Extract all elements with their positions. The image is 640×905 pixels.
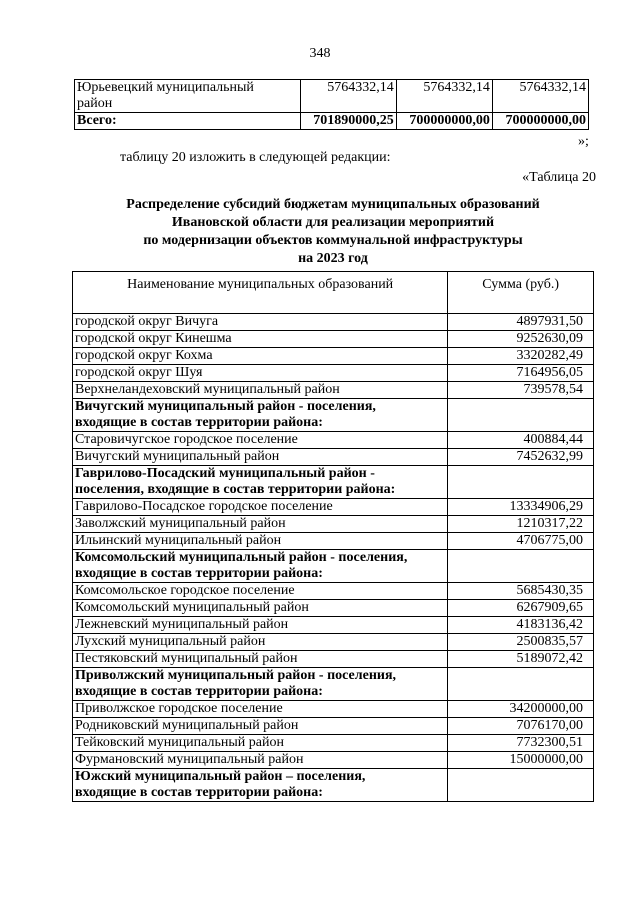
total-value: 700000000,00 bbox=[492, 113, 588, 130]
group-header-cell bbox=[73, 668, 448, 701]
municipality-name-cell bbox=[75, 80, 301, 113]
table-row bbox=[73, 701, 594, 718]
group-header-cell bbox=[73, 550, 448, 583]
group-header-line: входящие в состав территории района: bbox=[75, 684, 323, 699]
group-header-line: Приволжский муниципальный район - поселения, bbox=[75, 668, 397, 683]
total-label: Всего: bbox=[75, 113, 301, 130]
table-header-row bbox=[73, 272, 594, 314]
subsidy-amount: 9252630,09 bbox=[448, 331, 594, 348]
subsidy-amount: 4183136,42 bbox=[448, 617, 594, 634]
group-header-line: Южский муниципальный район – поселения, bbox=[75, 769, 366, 784]
municipality-name: Старовичугское городское поселение bbox=[73, 432, 448, 449]
municipality-name: Комсомольское городское поселение bbox=[73, 583, 448, 600]
table-row bbox=[73, 314, 594, 331]
subsidy-amount: 4897931,50 bbox=[448, 314, 594, 331]
subsidy-amount: 6267909,65 bbox=[448, 600, 594, 617]
table-row bbox=[73, 651, 594, 668]
column-header-name: Наименование муниципальных образований bbox=[73, 272, 448, 314]
municipality-name: Родниковский муниципальный район bbox=[73, 718, 448, 735]
total-row bbox=[75, 113, 589, 130]
previous-table-end bbox=[74, 79, 589, 130]
group-header-row bbox=[73, 668, 594, 701]
heading-line: по модернизации объектов коммунальной инфраструктуры bbox=[143, 233, 523, 248]
municipality-name: Гаврилово-Посадское городское поселение bbox=[73, 499, 448, 516]
table-row bbox=[73, 752, 594, 769]
value-cell: 5764332,14 bbox=[300, 80, 396, 113]
group-header-row bbox=[73, 466, 594, 499]
subsidy-amount: 34200000,00 bbox=[448, 701, 594, 718]
group-header-line: входящие в состав территории района: bbox=[75, 415, 323, 430]
subsidy-amount: 2500835,57 bbox=[448, 634, 594, 651]
table-row bbox=[73, 499, 594, 516]
municipality-name: Заволжский муниципальный район bbox=[73, 516, 448, 533]
instruction-text: таблицу 20 изложить в следующей редакции: bbox=[120, 150, 391, 165]
empty-value-cell bbox=[448, 769, 594, 802]
total-value: 700000000,00 bbox=[396, 113, 492, 130]
table-row bbox=[73, 516, 594, 533]
subsidy-amount: 4706775,00 bbox=[448, 533, 594, 550]
municipality-name: городской округ Кохма bbox=[73, 348, 448, 365]
group-header-cell bbox=[73, 466, 448, 499]
municipality-name: Приволжское городское поселение bbox=[73, 701, 448, 718]
group-header-cell bbox=[73, 769, 448, 802]
group-header-line: входящие в состав территории района: bbox=[75, 785, 323, 800]
subsidy-table bbox=[72, 271, 594, 802]
empty-value-cell bbox=[448, 399, 594, 432]
table-row bbox=[73, 331, 594, 348]
subsidy-amount: 15000000,00 bbox=[448, 752, 594, 769]
municipality-name: Тейковский муниципальный район bbox=[73, 735, 448, 752]
table-row bbox=[73, 600, 594, 617]
page-number: 348 bbox=[309, 46, 331, 61]
subsidy-amount: 7076170,00 bbox=[448, 718, 594, 735]
municipality-name: Пестяковский муниципальный район bbox=[73, 651, 448, 668]
table-row bbox=[73, 583, 594, 600]
municipality-name-line: район bbox=[77, 96, 113, 111]
municipality-name: Верхнеландеховский муниципальный район bbox=[73, 382, 448, 399]
table-row bbox=[73, 382, 594, 399]
column-header-sum: Сумма (руб.) bbox=[448, 272, 594, 314]
value-cell: 5764332,14 bbox=[492, 80, 588, 113]
group-header-row bbox=[73, 399, 594, 432]
municipality-name: городской округ Вичуга bbox=[73, 314, 448, 331]
heading-line: на 2023 год bbox=[298, 251, 368, 266]
municipality-name: Лухский муниципальный район bbox=[73, 634, 448, 651]
table-row bbox=[73, 365, 594, 382]
empty-value-cell bbox=[448, 668, 594, 701]
table-reference: «Таблица 20 bbox=[522, 170, 596, 185]
total-value: 701890000,25 bbox=[300, 113, 396, 130]
table-row bbox=[73, 617, 594, 634]
subsidy-amount: 5685430,35 bbox=[448, 583, 594, 600]
table-row bbox=[73, 634, 594, 651]
group-header-line: Комсомольский муниципальный район - поселения, bbox=[75, 550, 408, 565]
municipality-name: городской округ Шуя bbox=[73, 365, 448, 382]
heading-line: Распределение субсидий бюджетам муниципальных образований bbox=[126, 197, 540, 212]
subsidy-amount: 5189072,42 bbox=[448, 651, 594, 668]
subsidy-amount: 3320282,49 bbox=[448, 348, 594, 365]
municipality-name: городской округ Кинешма bbox=[73, 331, 448, 348]
municipality-name: Фурмановский муниципальный район bbox=[73, 752, 448, 769]
empty-value-cell bbox=[448, 550, 594, 583]
subsidy-amount: 7732300,51 bbox=[448, 735, 594, 752]
group-header-line: входящие в состав территории района: bbox=[75, 566, 323, 581]
subsidy-amount: 7452632,99 bbox=[448, 449, 594, 466]
closing-quote: »; bbox=[578, 134, 589, 149]
subsidy-amount: 7164956,05 bbox=[448, 365, 594, 382]
group-header-line: Гаврилово-Посадский муниципальный район - bbox=[75, 466, 375, 481]
subsidy-amount: 13334906,29 bbox=[448, 499, 594, 516]
group-header-cell bbox=[73, 399, 448, 432]
table-row bbox=[73, 533, 594, 550]
table-row bbox=[73, 718, 594, 735]
municipality-name: Лежневский муниципальный район bbox=[73, 617, 448, 634]
table-heading bbox=[80, 196, 586, 268]
table-body bbox=[73, 314, 594, 802]
group-header-line: Вичугский муниципальный район - поселения, bbox=[75, 399, 376, 414]
table-row bbox=[73, 449, 594, 466]
municipality-name-line: Юрьевецкий муниципальный bbox=[77, 80, 254, 95]
subsidy-amount: 400884,44 bbox=[448, 432, 594, 449]
table-row bbox=[73, 735, 594, 752]
empty-value-cell bbox=[448, 466, 594, 499]
table-row bbox=[73, 432, 594, 449]
table-row bbox=[73, 348, 594, 365]
group-header-row bbox=[73, 769, 594, 802]
municipality-name: Вичугский муниципальный район bbox=[73, 449, 448, 466]
group-header-line: поселения, входящие в состав территории района: bbox=[75, 482, 396, 497]
value-cell: 5764332,14 bbox=[396, 80, 492, 113]
municipality-name: Ильинский муниципальный район bbox=[73, 533, 448, 550]
subsidy-amount: 739578,54 bbox=[448, 382, 594, 399]
heading-line: Ивановской области для реализации мероприятий bbox=[171, 215, 495, 230]
group-header-row bbox=[73, 550, 594, 583]
municipality-name: Комсомольский муниципальный район bbox=[73, 600, 448, 617]
table-row bbox=[75, 80, 589, 113]
subsidy-amount: 1210317,22 bbox=[448, 516, 594, 533]
